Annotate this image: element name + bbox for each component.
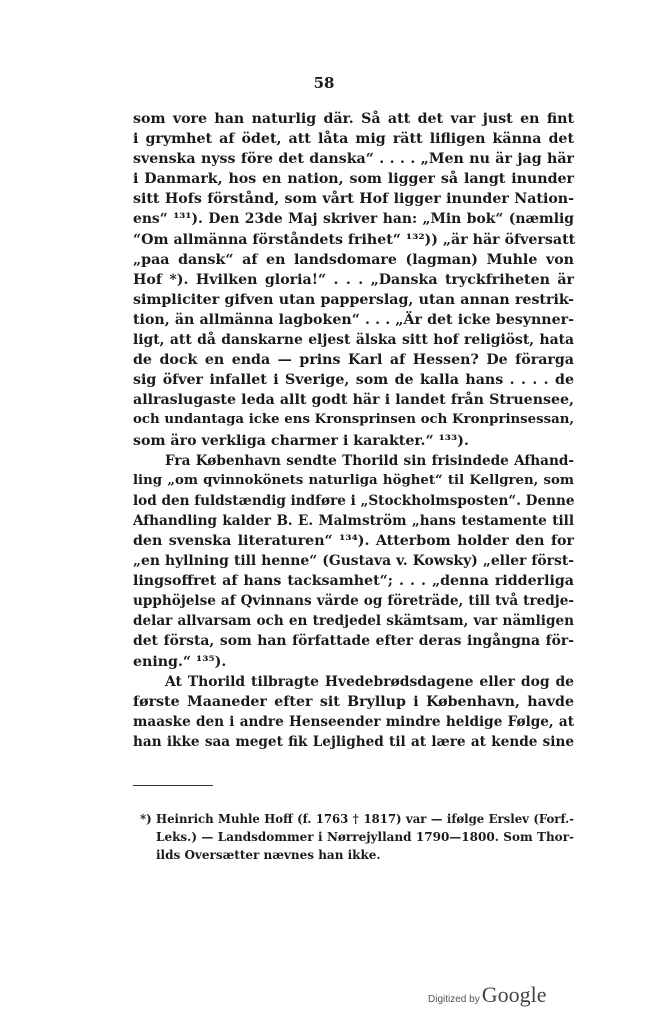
text-line: første Maaneder efter sit Bryllup i København, havde	[133, 693, 574, 710]
text-line: Hof *). Hvilken gloria!“ . . . „Danska tryckfriheten är	[133, 271, 574, 288]
text-line: de dock en enda — prins Karl af Hessen? De förarga	[133, 352, 574, 369]
text-line: ens“ ¹³¹). Den 23de Maj skriver han: „Min bok“ (næmlig	[133, 211, 574, 228]
footnotes	[140, 810, 574, 864]
text-line: maaske den i andre Henseender mindre heldige Følge, at	[133, 713, 574, 730]
google-logo: Google	[481, 982, 547, 1007]
text-line: ening.“ ¹³⁵).	[133, 653, 227, 670]
footnote-divider	[133, 785, 213, 786]
text-line: Afhandling kalder B. E. Malmström „hans testamente till	[133, 512, 574, 529]
text-line: ligt, att då danskarne eljest älska sitt hof religiöst, hata	[133, 332, 574, 349]
footnote-line: *) Heinrich Muhle Hoff (f. 1763 † 1817) var — ifølge Erslev (Forf.-	[140, 812, 574, 826]
text-line: „paa dansk“ af en landsdomare (lagman) Muhle von	[133, 251, 574, 268]
text-line: sig öfver infallet i Sverige, som de kalla hans . . . . de	[133, 372, 574, 389]
text-line: svenska nyss före det danska“ . . . . „Men nu är jag här	[133, 151, 574, 168]
text-line: han ikke saa meget fik Lejlighed til at lære at kende sine	[133, 733, 574, 750]
text-line: i Danmark, hos en nation, som ligger så langt inunder	[133, 171, 574, 188]
text-line: “Om allmänna förståndets frihet“ ¹³²)) „är här öfversatt	[133, 231, 576, 248]
page-number: 58	[313, 74, 335, 92]
body-text	[133, 109, 574, 752]
footnote-line: Leks.) — Landsdommer i Nørrejylland 1790—1800. Som Thor-	[156, 830, 574, 844]
text-line: som äro verkliga charmer i karakter.“ ¹³³).	[133, 432, 469, 449]
text-line: sitt Hofs förstånd, som vårt Hof ligger inunder Nation-	[133, 191, 574, 208]
text-line: ling „om qvinnokönets naturliga höghet“ til Kellgren, som	[133, 472, 574, 488]
text-line: lingsoffret af hans tacksamhet“; . . . „denna ridderliga	[133, 573, 574, 590]
text-line: allraslugaste leda allt godt här i landet från Struensee,	[133, 392, 574, 409]
text-line: delar allvarsam och en tredjedel skämtsam, var nämligen	[133, 613, 574, 630]
text-line: At Thorild tilbragte Hvedebrødsdagene eller dog de	[165, 673, 574, 690]
text-line: tion, än allmänna lagboken“ . . . „Är det icke besynner-	[133, 311, 574, 328]
text-line: upphöjelse af Qvinnans värde og företräde, till två tredje-	[133, 593, 574, 610]
text-line: i grymhet af ödet, att låta mig rätt lifligen känna det	[133, 131, 574, 148]
digitized-watermark	[428, 982, 546, 1012]
text-line: som vore han naturlig där. Så att det var just en fint	[133, 111, 574, 127]
text-line: simpliciter gifven utan papperslag, utan annan restrik-	[133, 291, 574, 308]
watermark-prefix: Digitized by	[428, 994, 480, 1005]
footnote-line: ilds Oversætter nævnes han ikke.	[156, 848, 381, 862]
text-line: den svenska literaturen“ ¹³⁴). Atterbom holder den for	[133, 532, 574, 549]
text-line: lod den fuldstændig indføre i „Stockholmsposten“. Denne	[133, 492, 575, 509]
text-line: det första, som han författade efter deras ingångna för-	[133, 633, 574, 650]
text-line: „en hyllning till henne“ (Gustava v. Kowsky) „eller först-	[133, 553, 574, 570]
text-line: och undantaga icke ens Kronsprinsen och Kronprinsessan,	[133, 412, 574, 428]
text-line: Fra København sendte Thorild sin frisindede Afhand-	[165, 452, 574, 469]
